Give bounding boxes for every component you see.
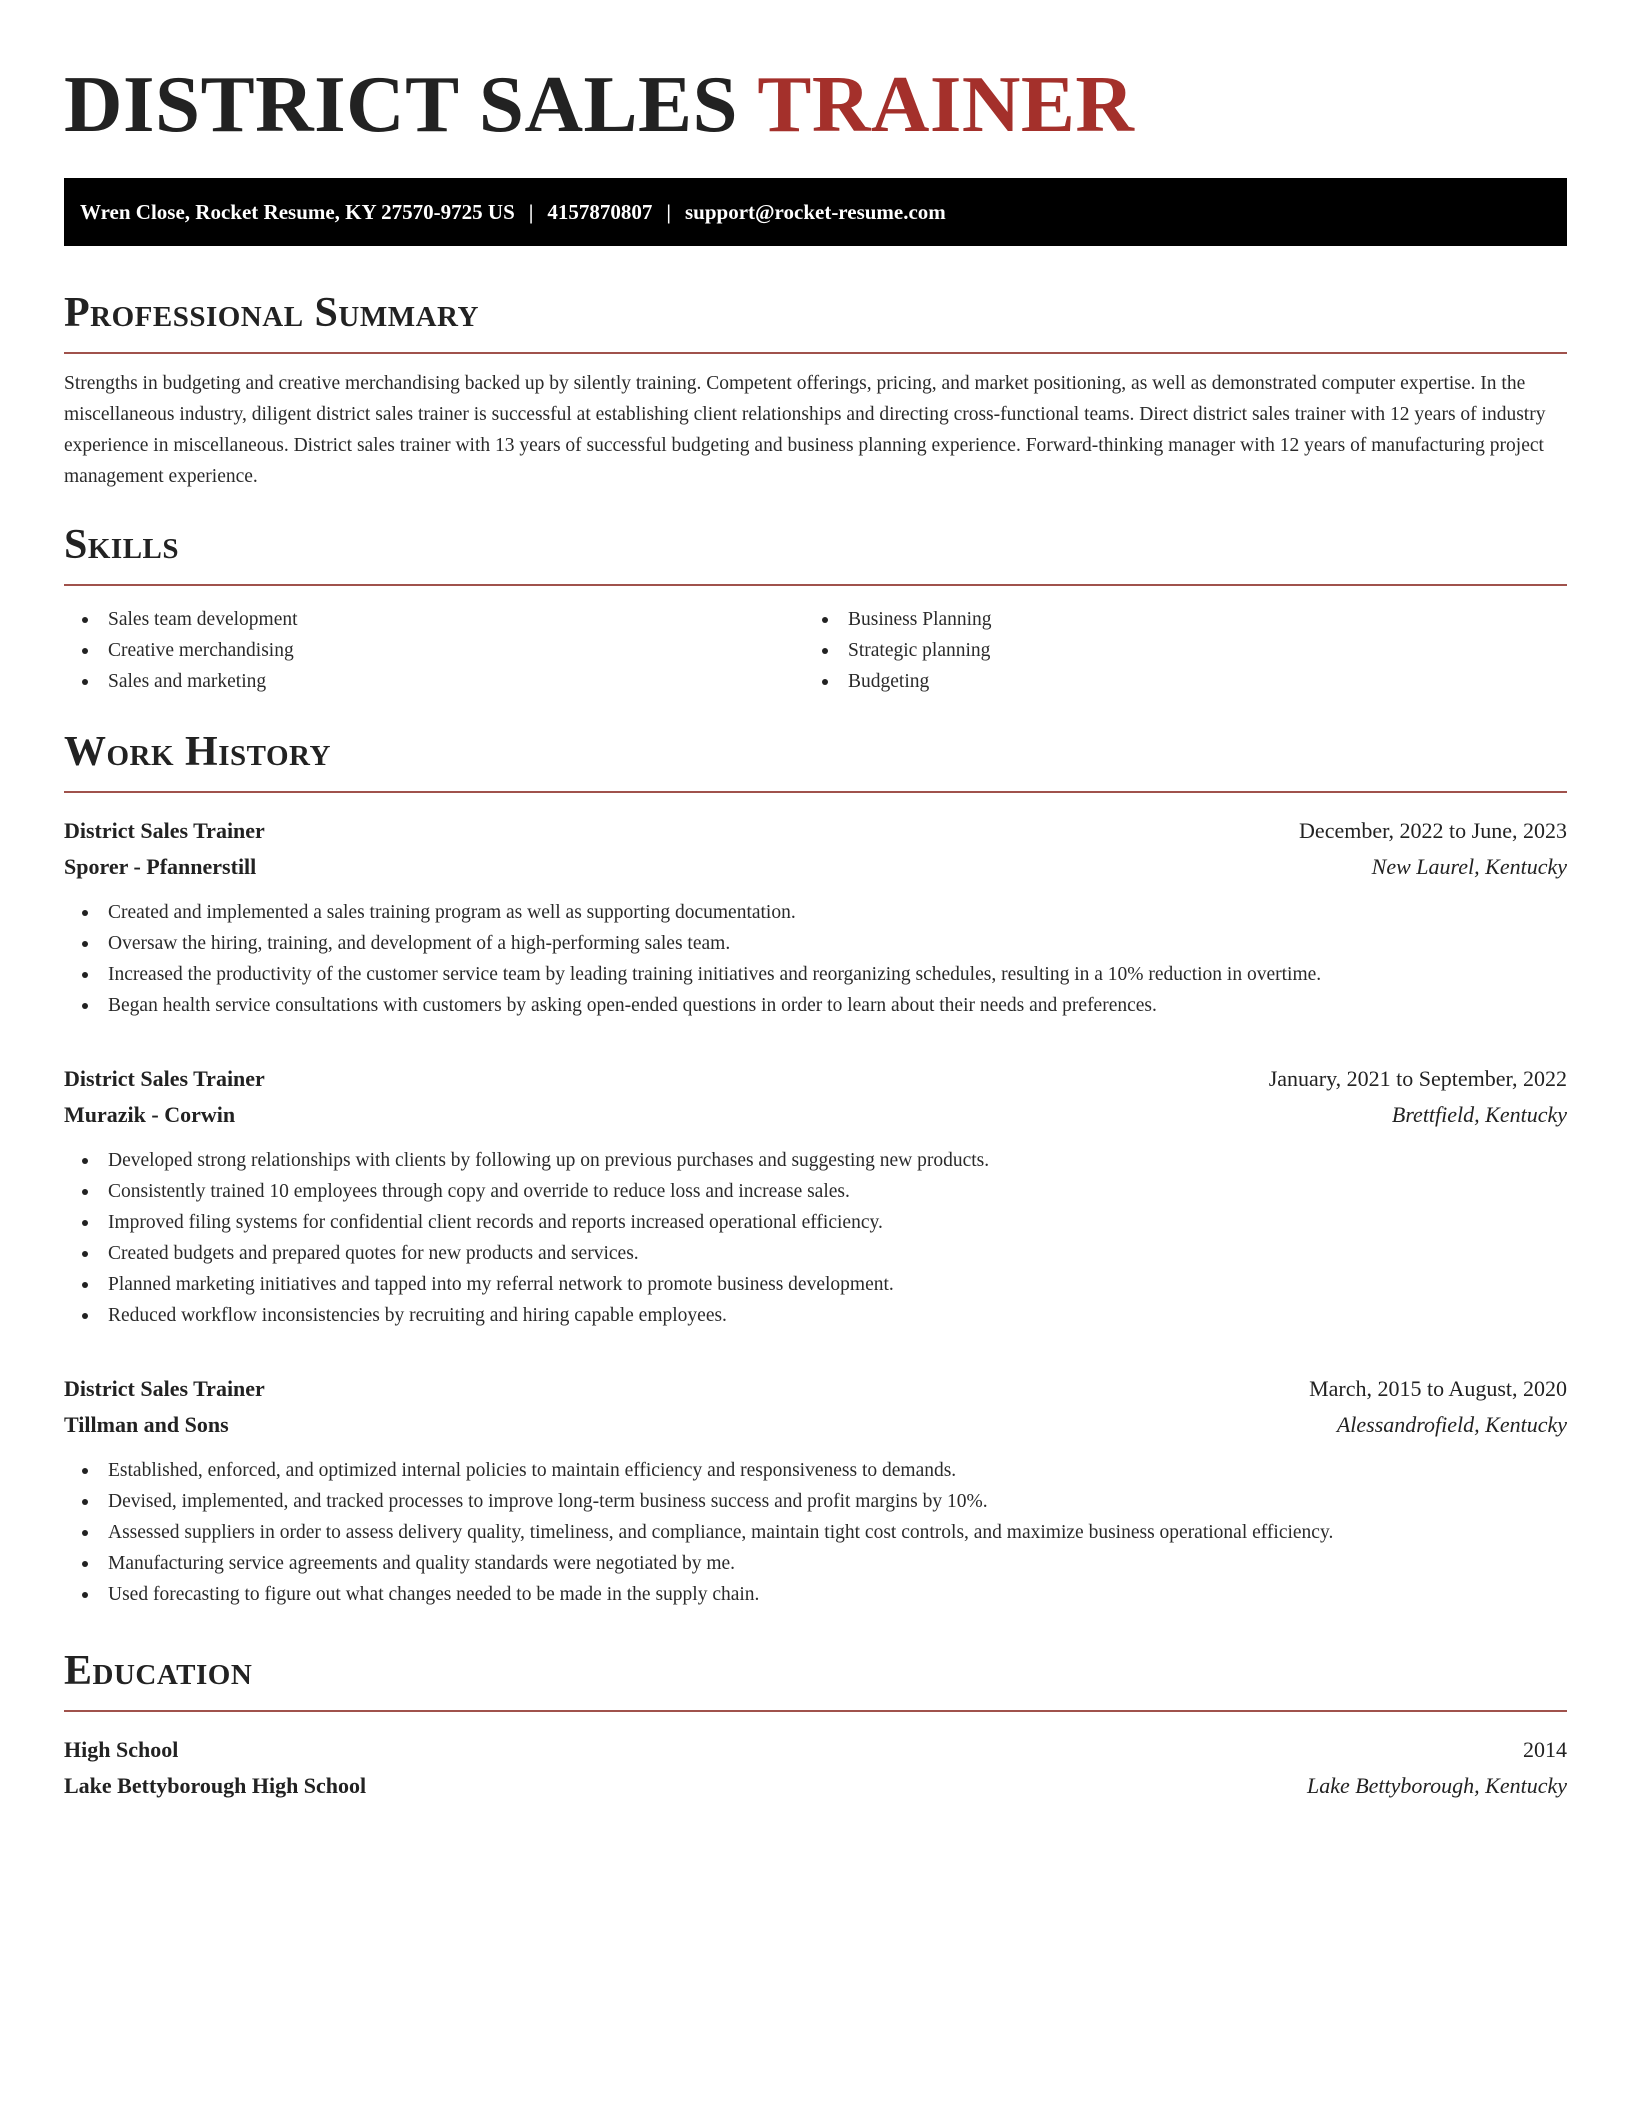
- job-duties: [64, 1455, 1567, 1610]
- education-school: Lake Bettyborough High School: [64, 1773, 367, 1798]
- resume-page: [64, 0, 1567, 1804]
- skills-list-right: [804, 604, 1544, 697]
- job-duty: Developed strong relationships with clients by following up on previous purchases and suggesting new products.: [64, 1145, 1567, 1176]
- skill-item: Sales team development: [64, 604, 804, 635]
- skills-section: [64, 520, 1567, 697]
- job-title: District Sales Trainer: [64, 1376, 265, 1401]
- job-duties: [64, 1145, 1567, 1331]
- skill-item: Creative merchandising: [64, 635, 804, 666]
- job-duties: [64, 897, 1567, 1021]
- job-duty: Created and implemented a sales training program as well as supporting documentation.: [64, 897, 1567, 928]
- education-header-row: [64, 1732, 1567, 1768]
- job-title: District Sales Trainer: [64, 1066, 265, 1091]
- contact-bar: [64, 178, 1567, 246]
- job-duty: Increased the productivity of the customer service team by leading training initiatives and reorganizing schedules, resulting in a 10% reduction in overtime.: [64, 959, 1567, 990]
- job-company: Sporer - Pfannerstill: [64, 854, 257, 879]
- job-company-row: [64, 1097, 1567, 1133]
- job-company-row: [64, 849, 1567, 885]
- job-location: Alessandrofield, Kentucky: [1336, 1412, 1567, 1437]
- job-duty: Used forecasting to figure out what changes needed to be made in the supply chain.: [64, 1579, 1567, 1610]
- job-entry: [64, 1371, 1567, 1610]
- job-company: Murazik - Corwin: [64, 1102, 236, 1127]
- job-duty: Reduced workflow inconsistencies by recruiting and hiring capable employees.: [64, 1300, 1567, 1331]
- job-duty: Oversaw the hiring, training, and development of a high-performing sales team.: [64, 928, 1567, 959]
- skill-item: Budgeting: [804, 666, 1544, 697]
- contact-email: support@rocket-resume.com: [685, 200, 946, 224]
- job-dates: March, 2015 to August, 2020: [1309, 1376, 1567, 1401]
- candidate-name: [64, 0, 1567, 150]
- education-school-row: [64, 1768, 1567, 1804]
- job-duty: Planned marketing initiatives and tapped into my referral network to promote business development.: [64, 1269, 1567, 1300]
- education-year: 2014: [1523, 1737, 1567, 1762]
- job-duty: Consistently trained 10 employees through copy and override to reduce loss and increase sales.: [64, 1176, 1567, 1207]
- job-duty: Improved filing systems for confidential client records and reports increased operational efficiency.: [64, 1207, 1567, 1238]
- summary-section: [64, 288, 1567, 492]
- education-location: Lake Bettyborough, Kentucky: [1306, 1773, 1567, 1798]
- job-location: New Laurel, Kentucky: [1371, 854, 1567, 879]
- job-duty: Devised, implemented, and tracked processes to improve long-term business success and profit margins by 10%.: [64, 1486, 1567, 1517]
- work-history-heading: Work History: [64, 729, 331, 775]
- skill-item: Business Planning: [804, 604, 1544, 635]
- skills-column-right: [804, 604, 1544, 697]
- job-header-row: [64, 1371, 1567, 1407]
- education-section: [64, 1646, 1567, 1804]
- section-divider: [64, 791, 1567, 793]
- contact-separator: |: [528, 200, 534, 224]
- job-company-row: [64, 1407, 1567, 1443]
- job-title: District Sales Trainer: [64, 818, 265, 843]
- contact-separator: |: [666, 200, 671, 224]
- name-main: DISTRICT SALES: [64, 59, 739, 149]
- skills-grid: [64, 604, 1567, 697]
- job-location: Brettfield, Kentucky: [1391, 1102, 1567, 1127]
- summary-text: Strengths in budgeting and creative merchandising backed up by silently training. Competent offerings, pricing, and market positioning, as well as demonstrated computer expertise. In the miscellaneous industry, diligent district sales trainer is successful at establishing client relationships and directing cross-functional teams. Direct district sales trainer with 12 years of industry experience in miscellaneous. District sales trainer with 13 years of successful budgeting and business planning experience. Forward-thinking manager with 12 years of manufacturing project management experience.: [64, 373, 1546, 487]
- job-duty: Established, enforced, and optimized internal policies to maintain efficiency and responsiveness to demands.: [64, 1455, 1567, 1486]
- skills-heading: Skills: [64, 522, 180, 568]
- education-heading: Education: [64, 1648, 253, 1694]
- skills-list-left: [64, 604, 804, 697]
- section-divider: [64, 584, 1567, 586]
- job-dates: January, 2021 to September, 2022: [1268, 1066, 1567, 1091]
- contact-phone: 4157870807: [547, 200, 653, 224]
- contact-address: Wren Close, Rocket Resume, KY 27570-9725 US: [80, 200, 515, 224]
- skill-item: Sales and marketing: [64, 666, 804, 697]
- job-header-row: [64, 813, 1567, 849]
- work-history-section: [64, 727, 1567, 1610]
- skill-item: Strategic planning: [804, 635, 1544, 666]
- education-degree: High School: [64, 1737, 179, 1762]
- job-entry: [64, 1061, 1567, 1331]
- section-divider: [64, 352, 1567, 354]
- job-duty: Assessed suppliers in order to assess delivery quality, timeliness, and compliance, maintain tight cost controls, and maximize business operational efficiency.: [64, 1517, 1567, 1548]
- name-accent: TRAINER: [757, 59, 1135, 149]
- job-company: Tillman and Sons: [64, 1412, 229, 1437]
- job-entry: [64, 813, 1567, 1021]
- job-duty: Began health service consultations with customers by asking open-ended questions in order to learn about their needs and preferences.: [64, 990, 1567, 1021]
- job-duty: Created budgets and prepared quotes for new products and services.: [64, 1238, 1567, 1269]
- job-header-row: [64, 1061, 1567, 1097]
- skills-column-left: [64, 604, 804, 697]
- job-duty: Manufacturing service agreements and quality standards were negotiated by me.: [64, 1548, 1567, 1579]
- job-dates: December, 2022 to June, 2023: [1299, 818, 1567, 843]
- section-divider: [64, 1710, 1567, 1712]
- education-entry: [64, 1732, 1567, 1804]
- summary-heading: Professional Summary: [64, 290, 479, 336]
